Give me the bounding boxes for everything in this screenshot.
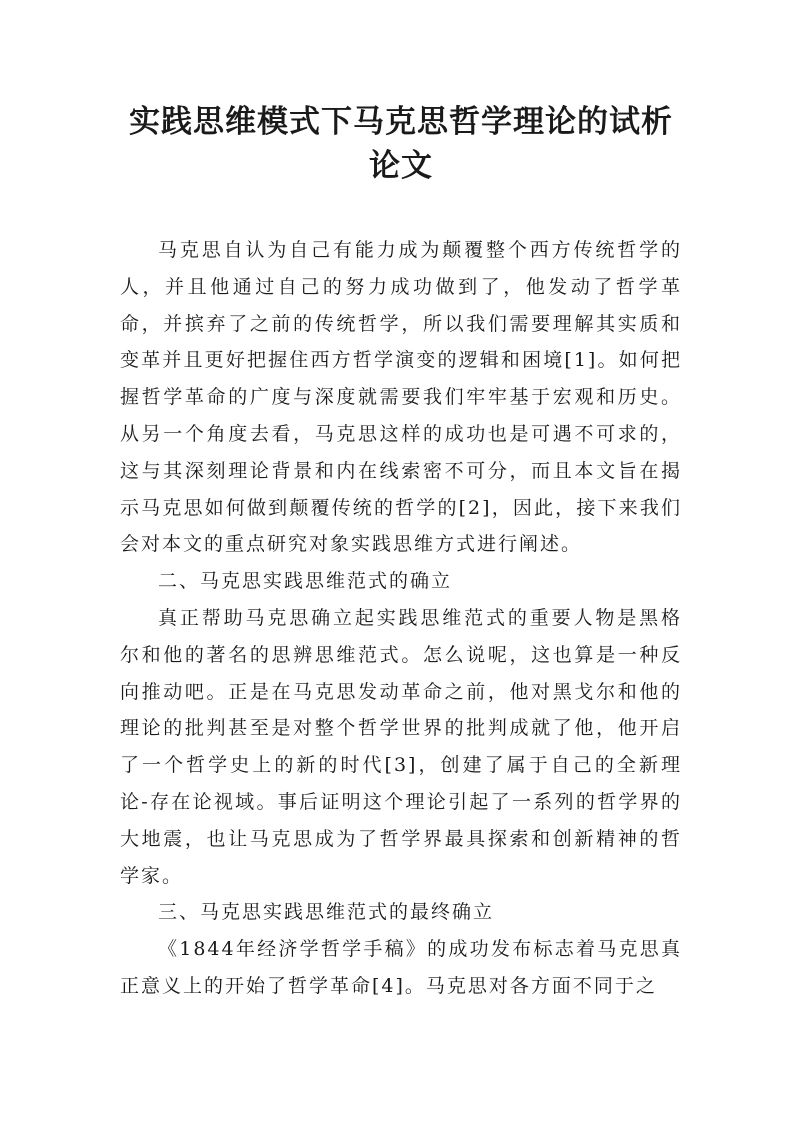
- intro-paragraph: 马克思自认为自己有能力成为颠覆整个西方传统哲学的人，并且他通过自己的努力成功做到了，他发动了哲学革命，并摈弃了之前的传统哲学，所以我们需要理解其实质和变革并且更好把握住西方哲学演变的逻辑和困境[1]。如何把握哲学革命的广度与深度就需要我们牢牢基于宏观和历史。从另一个角度去看，马克思这样的成功也是可遇不可求的，这与其深刻理论背景和内在线索密不可分，而且本文旨在揭示马克思如何做到颠覆传统的哲学的[2]，因此，接下来我们会对本文的重点研究对象实践思维方式进行阐述。: [120, 239, 682, 556]
- section-2-paragraph: 真正帮助马克思确立起实践思维范式的重要人物是黑格尔和他的著名的思辨思维范式。怎么说呢，这也算是一种反向推动吧。正是在马克思发动革命之前，他对黑戈尔和他的理论的批判甚至是对整个哲学世界的批判成就了他，他开启了一个哲学史上的新的时代[3]，创建了属于自己的全新理论-存在论视域。事后证明这个理论引起了一系列的哲学界的大地震，也让马克思成为了哲学界最具探索和创新精神的哲学家。: [120, 606, 682, 887]
- section-heading-3: 三、马克思实践思维范式的最终确立: [158, 901, 495, 924]
- document-title: 实践思维模式下马克思哲学理论的试析论文: [129, 104, 673, 184]
- section-heading-2: 二、马克思实践思维范式的确立: [158, 570, 453, 593]
- document-body: [120, 232, 682, 1005]
- section-3-paragraph: 《1844年经济学哲学手稿》的成功发布标志着马克思真正意义上的开始了哲学革命[4]。马克思对各方面不同于之: [120, 938, 682, 997]
